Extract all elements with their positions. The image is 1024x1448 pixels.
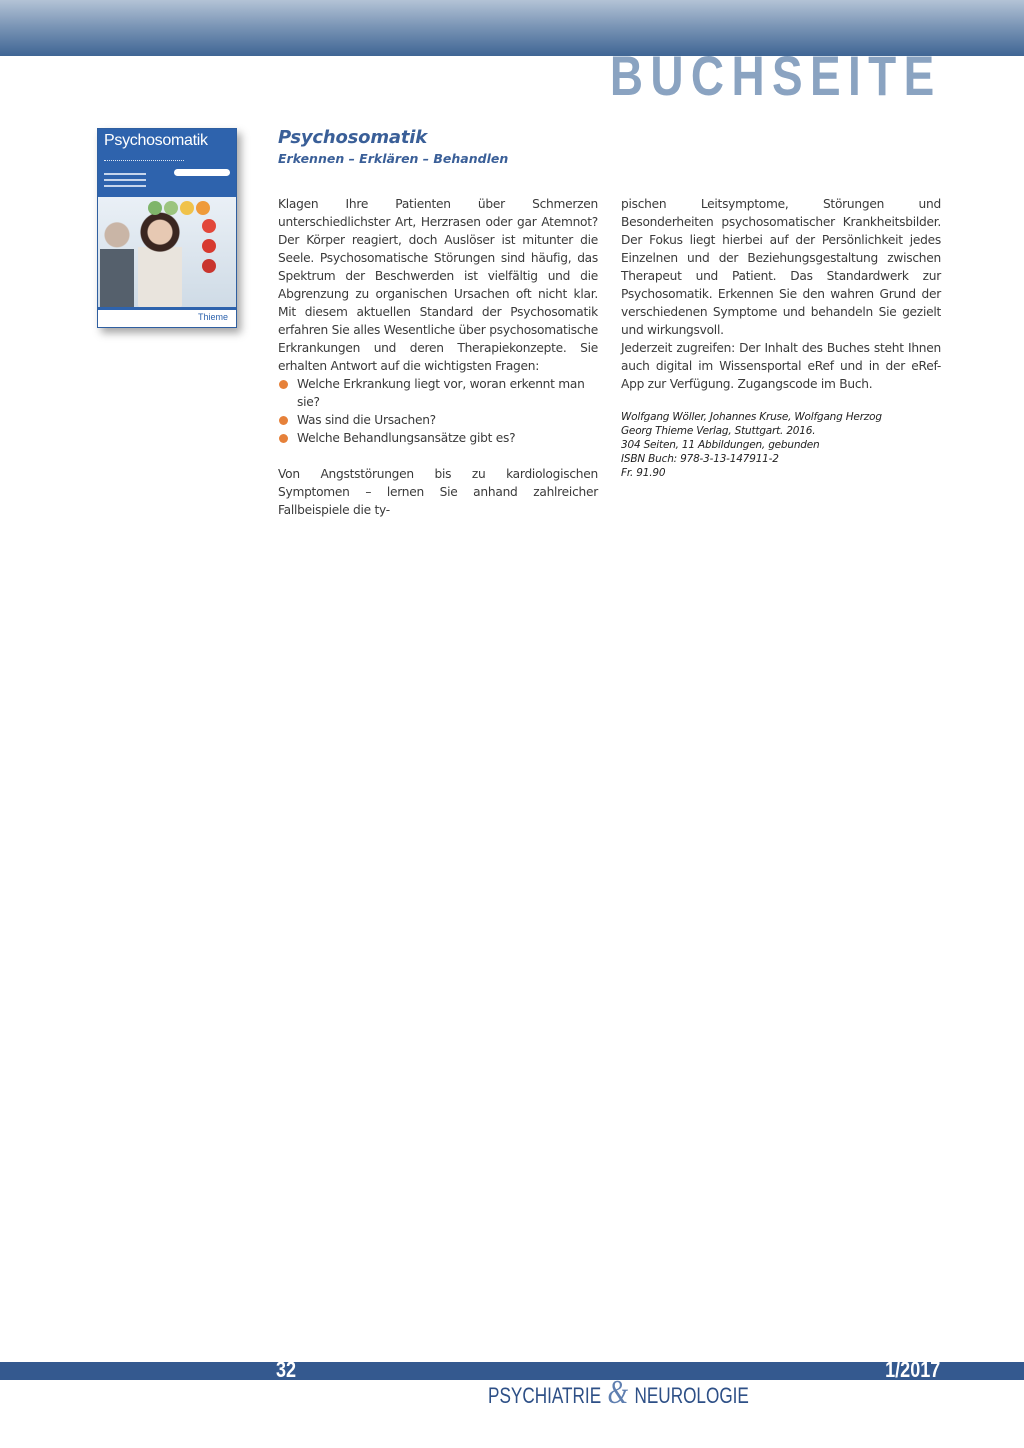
- cover-icon-red: [202, 259, 216, 273]
- cover-icon-red: [202, 239, 216, 253]
- cover-icon-yellow: [180, 201, 194, 215]
- intro-paragraph: Klagen Ihre Patienten über Schmerzen unterschiedlichster Art, Herzrasen oder gar Atemnot? Der Körper reagiert, doch Auslöser ist mitunter die Seele. Psychosomatische Störungen sind häufig, das Spektrum der Beschwerden ist vielfältig und die Abgrenzung zu organischen Ursachen oft nicht klar. Mit diesem aktuellen Standard der Psychosomatik erfahren Sie alles Wesentliche über psychosomatische Erkrankungen und deren Therapiekonzepte. Sie erhalten Antwort auf die wichtigsten Fragen:: [278, 197, 598, 373]
- book-cover-image: [97, 128, 237, 328]
- cover-footer: [98, 307, 236, 328]
- cover-authors-lines: [104, 173, 146, 191]
- text-column-left: [278, 195, 598, 519]
- cover-icon-green: [164, 201, 178, 215]
- book-publisher: Georg Thieme Verlag, Stuttgart. 2016.: [621, 425, 816, 437]
- cover-icon-green: [148, 201, 162, 215]
- paragraph-part-1: Von Angststörungen bis zu kardiologischen Symptomen – lernen Sie anhand zahlreicher Fallbeispiele die ty-: [278, 467, 598, 517]
- book-isbn: ISBN Buch: 978-3-13-147911-2: [621, 453, 779, 465]
- book-title: Psychosomatik: [278, 127, 427, 148]
- access-paragraph: Jederzeit zugreifen: Der Inhalt des Buches steht Ihnen auch digital im Wissensportal eRef und in der eRef-App zur Verfügung. Zugangscode im Buch.: [621, 341, 941, 391]
- cover-photo: [98, 197, 236, 307]
- cover-icon-red: [202, 219, 216, 233]
- paragraph-part-2: pischen Leitsymptome, Störungen und Besonderheiten psychosomatischer Krankheitsbilder. Der Fokus liegt hierbei auf der Persönlichkeit jedes Einzelnen und der Beziehungsgestaltung zwischen Therapeut und Patient. Das Standardwerk zur Psychosomatik. Erkennen Sie den wahren Grund der verschiedenen Symptome und behandeln Sie gezielt und wirkungsvoll.: [621, 197, 941, 337]
- publisher-logo: Thieme: [197, 312, 228, 322]
- list-item: Welche Behandlungsansätze gibt es?: [278, 429, 598, 447]
- cover-icon-orange: [196, 201, 210, 215]
- text-column-right: [621, 195, 941, 393]
- book-price: Fr. 91.90: [621, 467, 666, 479]
- journal-name: [488, 1376, 749, 1413]
- book-details: [621, 410, 882, 480]
- cover-header: [98, 129, 236, 197]
- section-title: BUCHSEITE: [610, 44, 942, 107]
- book-subtitle: Erkennen – Erklären – Behandlen: [278, 151, 509, 166]
- cover-person-doctor: [100, 219, 134, 307]
- cover-person-patient: [138, 211, 182, 307]
- journal-name-right: NEUROLOGIE: [634, 1383, 749, 1408]
- book-pages: 304 Seiten, 11 Abbildungen, gebunden: [621, 439, 820, 451]
- cover-subtitle-line: [104, 160, 184, 165]
- issue-number: 1/2017: [884, 1357, 940, 1382]
- questions-list: [278, 375, 598, 447]
- journal-ampersand: &: [607, 1374, 629, 1411]
- list-item: Welche Erkrankung liegt vor, woran erkennt man sie?: [278, 375, 598, 411]
- journal-name-left: PSYCHIATRIE: [488, 1383, 602, 1408]
- book-authors: Wolfgang Wöller, Johannes Kruse, Wolfgang Herzog: [621, 411, 882, 423]
- cover-title: Psychosomatik: [104, 132, 208, 149]
- cover-badge: [174, 169, 230, 176]
- page-number: 32: [276, 1357, 297, 1382]
- list-item: Was sind die Ursachen?: [278, 411, 598, 429]
